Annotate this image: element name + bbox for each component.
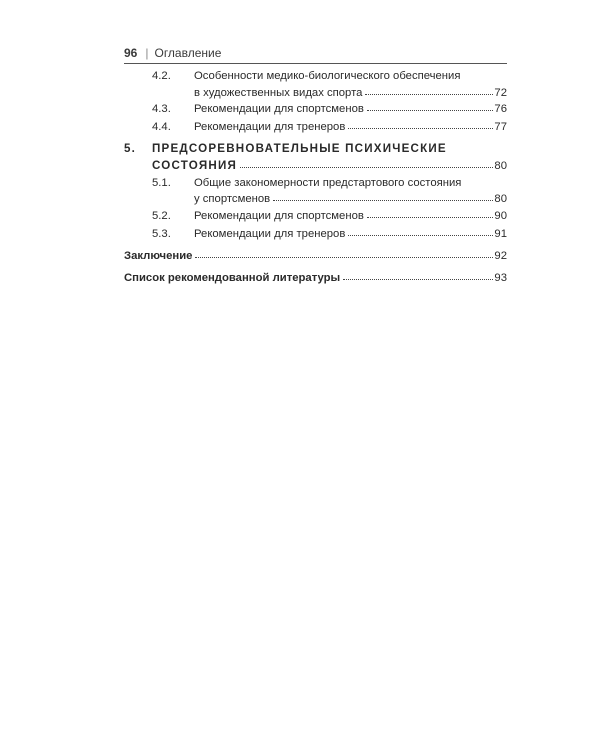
entry-title-line2: в художественных видах спорта [194,87,363,99]
dot-leader [365,84,493,95]
dot-leader [240,157,493,168]
dot-leader [273,190,493,201]
toc-entry-4-3[interactable] [0,101,600,117]
running-head [124,44,507,62]
leader-row [124,270,507,286]
leader-row [194,191,507,207]
toc-entry-references[interactable] [0,270,600,286]
toc-chapter-5[interactable] [0,141,600,157]
entry-page: 93 [494,272,507,284]
chapter-number: 5. [124,142,137,155]
entry-page: 80 [494,160,507,172]
entry-title-line1: Общие закономерности предстартового состояния [194,177,462,189]
entry-page: 80 [494,193,507,205]
entry-page: 77 [494,121,507,133]
leader-row [124,248,507,264]
toc-entry-5-3[interactable] [0,226,600,242]
toc-chapter-5-cont[interactable] [0,158,600,174]
dot-leader [348,225,493,236]
leader-row [194,226,507,242]
entry-title-line2: у спортсменов [194,193,271,205]
toc-entry-4-4[interactable] [0,119,600,135]
entry-page: 72 [494,87,507,99]
leader-row [194,208,507,224]
chapter-title-line2: СОСТОЯНИЯ [152,159,238,172]
entry-page: 90 [494,210,507,222]
entry-number: 5.3. [152,228,171,240]
page-number: 96 [124,46,138,60]
entry-title: Список рекомендованной литературы [124,272,341,284]
entry-title: Рекомендации для тренеров [194,121,346,133]
entry-title: Рекомендации для спортсменов [194,210,364,222]
entry-page: 92 [494,250,507,262]
entry-title-line1: Особенности медико-биологического обеспечения [194,70,461,82]
header-rule [124,63,507,64]
entry-title: Рекомендации для тренеров [194,228,346,240]
toc-entry-4-2-cont[interactable] [0,85,600,101]
header-separator: | [145,46,149,60]
toc-entry-4-2[interactable] [0,68,600,84]
dot-leader [343,269,493,280]
header-title: Оглавление [154,46,222,60]
entry-number: 5.1. [152,177,171,189]
entry-number: 4.3. [152,103,171,115]
entry-title: Заключение [124,250,193,262]
leader-row [194,119,507,135]
dot-leader [348,118,493,129]
leader-row [194,85,507,101]
dot-leader [195,247,493,258]
dot-leader [367,100,494,111]
entry-number: 4.2. [152,70,171,82]
leader-row [194,101,507,117]
toc-entry-5-1[interactable] [0,175,600,191]
leader-row [152,158,507,174]
toc-entry-conclusion[interactable] [0,248,600,264]
entry-number: 5.2. [152,210,171,222]
entry-page: 76 [494,103,507,115]
toc-entry-5-2[interactable] [0,208,600,224]
dot-leader [367,207,494,218]
entry-page: 91 [494,228,507,240]
toc-entry-5-1-cont[interactable] [0,191,600,207]
chapter-title-line1: ПРЕДСОРЕВНОВАТЕЛЬНЫЕ ПСИХИЧЕСКИЕ [152,142,447,155]
entry-title: Рекомендации для спортсменов [194,103,364,115]
entry-number: 4.4. [152,121,171,133]
